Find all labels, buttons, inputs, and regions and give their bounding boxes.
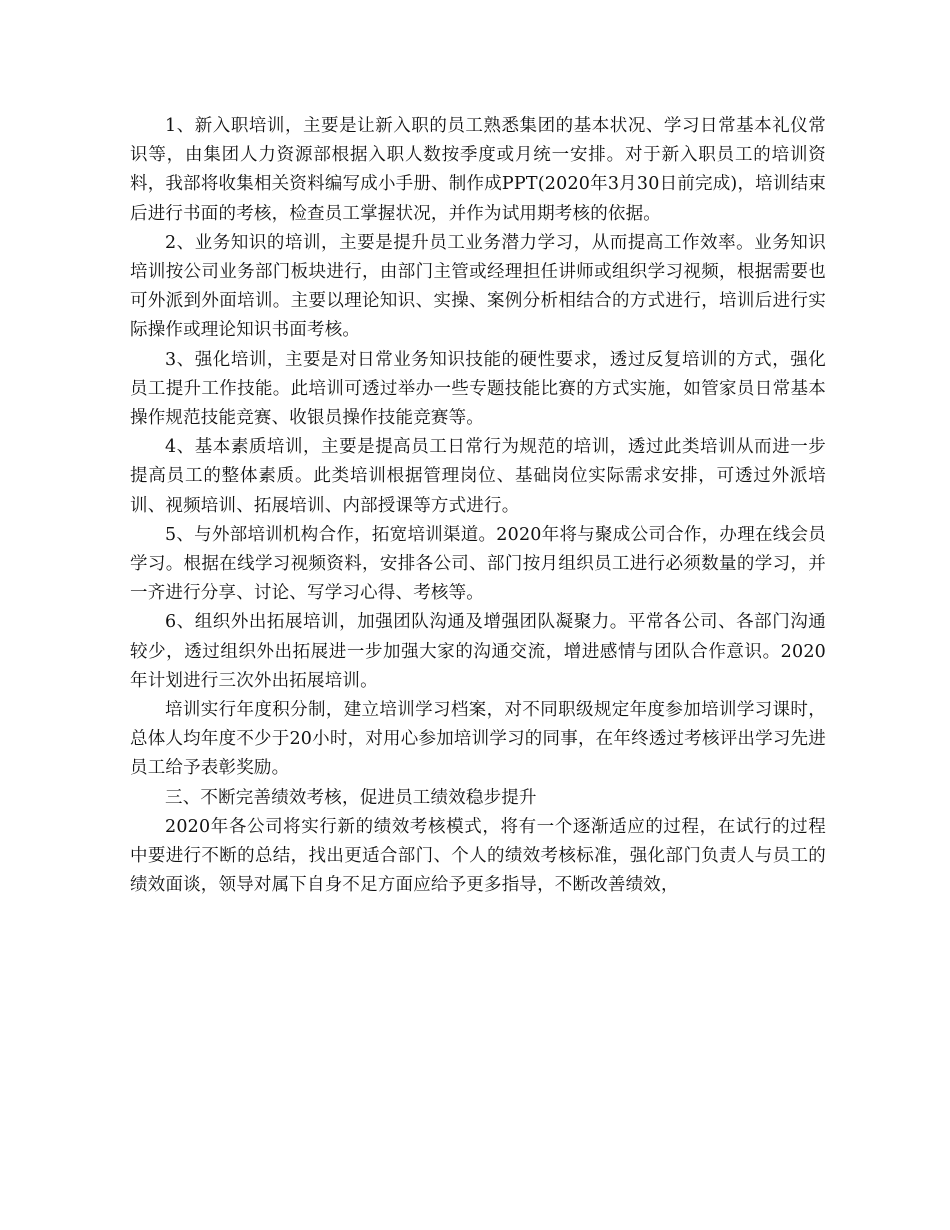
paragraph-annual-credit-system: 培训实行年度积分制，建立培训学习档案，对不同职级规定年度参加培训学习课时，总体人均年度不少于20小时，对用心参加培训学习的同事，在年终透过考核评出学习先进员工给予表彰奖励。 <box>130 700 826 779</box>
paragraph-basic-quality-training: 4、基本素质培训，主要是提高员工日常行为规范的培训，透过此类培训从而进一步提高员工的整体素质。此类培训根据管理岗位、基础岗位实际需求安排，可透过外派培训、视频培训、拓展培训、内部授课等方式进行。 <box>130 437 826 516</box>
document-page <box>130 112 826 1112</box>
paragraph-intensive-training: 3、强化培训，主要是对日常业务知识技能的硬性要求，透过反复培训的方式，强化员工提升工作技能。此培训可透过举办一些专题技能比赛的方式实施，如管家员日常基本操作规范技能竞赛、收银员操作技能竞赛等。 <box>130 349 826 429</box>
paragraph-new-hire-training: 1、新入职培训，主要是让新入职的员工熟悉集团的基本状况、学习日常基本礼仪常识等，由集团人力资源部根据入职人数按季度或月统一安排。对于新入职员工的培训资料，我部将收集相关资料编写成小手册、制作成PPT(2020年3月30日前完成)，培训结束后进行书面的考核，检查员工掌握状况，并作为试用期考核的依据。 <box>130 116 826 224</box>
section-heading-performance: 三、不断完善绩效考核，促进员工绩效稳步提升 <box>165 787 537 808</box>
paragraph-external-partnership: 5、与外部培训机构合作，拓宽培训渠道。2020年将与聚成公司合作，办理在线会员学习。根据在线学习视频资料，安排各公司、部门按月组织员工进行必须数量的学习，并一齐进行分享、讨论、写学习心得、考核等。 <box>130 524 826 604</box>
paragraph-outdoor-team-training: 6、组织外出拓展培训，加强团队沟通及增强团队凝聚力。平常各公司、各部门沟通较少，透过组织外出拓展进一步加强大家的沟通交流，增进感情与团队合作意识。2020年计划进行三次外出拓展培训。 <box>130 612 826 691</box>
paragraph-performance-assessment: 2020年各公司将实行新的绩效考核模式，将有一个逐渐适应的过程，在试行的过程中要进行不断的总结，找出更适合部门、个人的绩效考核标准，强化部门负责人与员工的绩效面谈，领导对属下自身不足方面应给予更多指导，不断改善绩效， <box>130 816 826 896</box>
paragraph-business-knowledge-training: 2、业务知识的培训，主要是提升员工业务潜力学习，从而提高工作效率。业务知识培训按公司业务部门板块进行，由部门主管或经理担任讲师或组织学习视频，根据需要也可外派到外面培训。主要以理论知识、实操、案例分析相结合的方式进行，培训后进行实际操作或理论知识书面考核。 <box>130 232 826 341</box>
